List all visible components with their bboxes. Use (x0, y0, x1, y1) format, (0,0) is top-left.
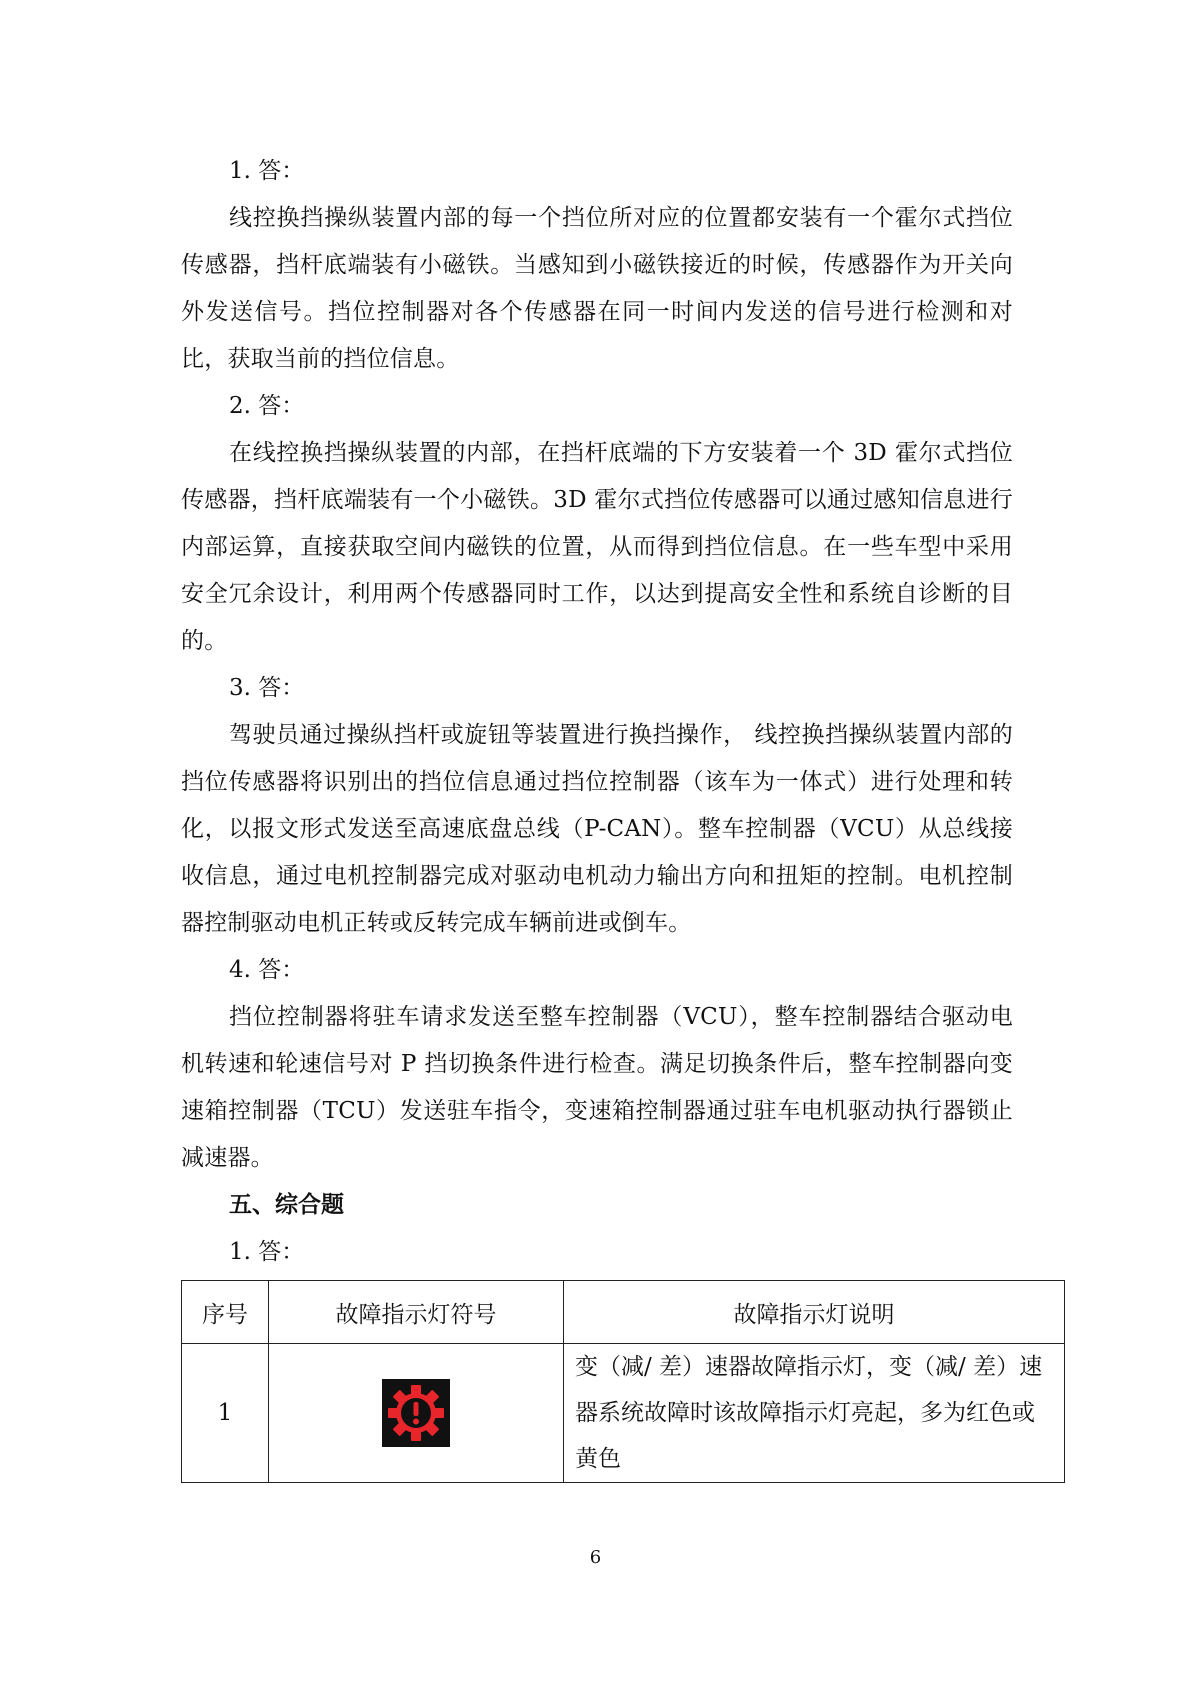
section-title: 五、综合题 (229, 1192, 344, 1218)
row-description: 变（减/ 差）速器故障指示灯，变（减/ 差）速器系统故障时该故障指示灯亮起，多为红色或黄色 (564, 1344, 1065, 1483)
header-symbol: 故障指示灯符号 (269, 1281, 564, 1344)
answer-4-text: 挡位控制器将驻车请求发送至整车控制器（VCU），整车控制器结合驱动电机转速和轮速信号对 P 挡切换条件进行检查。满足切换条件后，整车控制器向变速箱控制器（TCU）发送驻车指令，变速箱控制器通过驻车电机驱动执行器锁止减速器。 (181, 1004, 1013, 1171)
answer-3-label: 3. 答： (229, 675, 305, 701)
answer-1-label: 1. 答： (229, 158, 305, 184)
row-symbol-cell (269, 1344, 564, 1483)
fault-indicator-table (181, 1280, 1065, 1483)
answer-3-text: 驾驶员通过操纵挡杆或旋钮等装置进行换挡操作， 线控换挡操纵装置内部的挡位传感器将识别出的挡位信息通过挡位控制器（该车为一体式）进行处理和转化，以报文形式发送至高速底盘总线（P-CAN）。整车控制器（VCU）从总线接收信息，通过电机控制器完成对驱动电机动力输出方向和扭矩的控制。电机控制器控制驱动电机正转或反转完成车辆前进或倒车。 (181, 722, 1013, 936)
gear-exclamation-warning-icon (382, 1379, 450, 1447)
header-number: 序号 (182, 1281, 269, 1344)
answer-2-label: 2. 答： (229, 393, 305, 419)
row-number: 1 (182, 1344, 269, 1483)
page-content (181, 148, 1043, 1483)
answer-1-text: 线控换挡操纵装置内部的每一个挡位所对应的位置都安装有一个霍尔式挡位传感器，挡杆底端装有小磁铁。当感知到小磁铁接近的时候，传感器作为开关向外发送信号。挡位控制器对各个传感器在同一时间内发送的信号进行检测和对比，获取当前的挡位信息。 (181, 205, 1013, 372)
page-number: 6 (589, 1547, 602, 1568)
table-header-row (182, 1281, 1065, 1344)
section-answer-label: 1. 答： (229, 1239, 305, 1265)
answer-2-text: 在线控换挡操纵装置的内部，在挡杆底端的下方安装着一个 3D 霍尔式挡位传感器，挡杆底端装有一个小磁铁。3D 霍尔式挡位传感器可以通过感知信息进行内部运算，直接获取空间内磁铁的位置，从而得到挡位信息。在一些车型中采用安全冗余设计，利用两个传感器同时工作，以达到提高安全性和系统自诊断的目的。 (181, 440, 1013, 654)
header-description: 故障指示灯说明 (564, 1281, 1065, 1344)
table-row (182, 1344, 1065, 1483)
answer-4-label: 4. 答： (229, 957, 305, 983)
